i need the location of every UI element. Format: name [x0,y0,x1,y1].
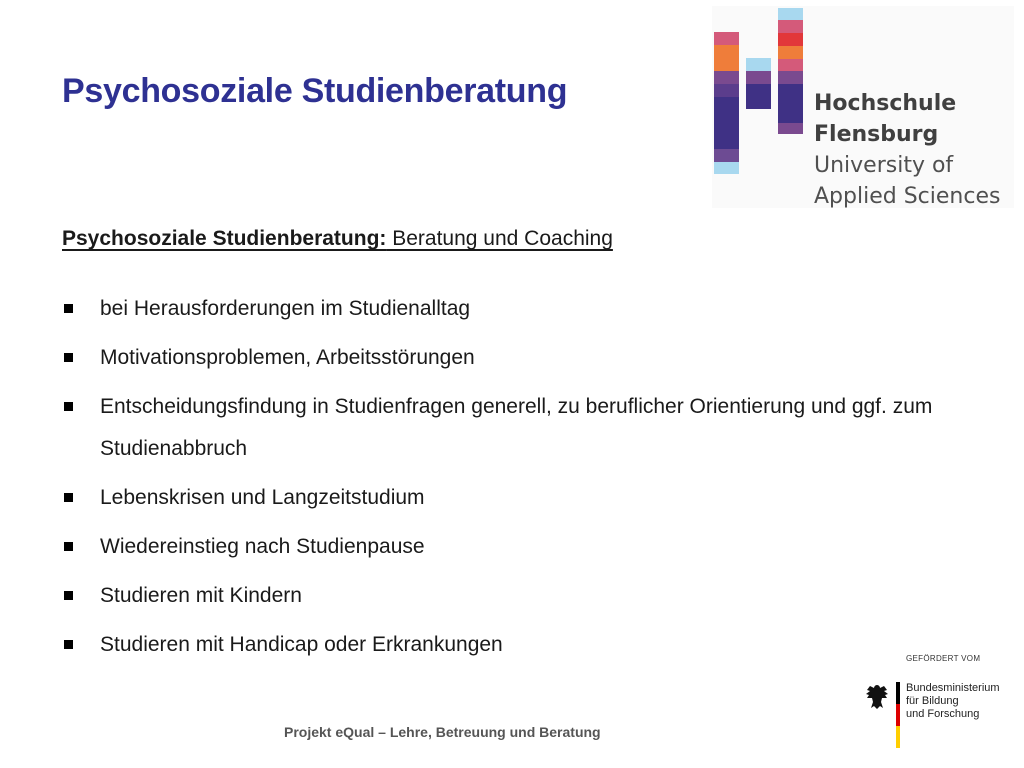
page-title: Psychosoziale Studienberatung [62,72,568,110]
logo-line-4: Applied Sciences [814,184,1001,209]
ministry-line-1: Bundesministerium [906,682,1000,694]
subheading-bold: Psychosoziale Studienberatung: [62,227,387,250]
ministry-line-3: und Forschung [906,708,980,720]
list-item-text: bei Herausforderungen im Studienalltag [100,297,471,320]
logo-wordmark [814,88,1000,212]
bullet-icon [64,542,73,551]
university-logo [712,6,1014,208]
list-item [62,477,962,519]
ministry-name [906,682,1000,721]
list-item [62,575,962,617]
logo-line-1: Hochschule [814,91,957,116]
bullet-icon [64,493,73,502]
federal-eagle-icon [864,682,890,712]
funding-label: GEFÖRDERT VOM [906,654,981,663]
list-item-text: Studieren mit Handicap oder Erkrankungen [100,633,503,656]
topic-list [62,288,962,673]
ministry-line-2: für Bildung [906,695,959,707]
bullet-icon [64,591,73,600]
list-item-text: Lebenskrisen und Langzeitstudium [100,486,425,509]
bullet-icon [64,304,73,313]
bullet-icon [64,353,73,362]
list-item [62,337,962,379]
list-item [62,624,962,666]
logo-line-2: Flensburg [814,122,939,147]
logo-line-3: University of [814,153,954,178]
footer-text: Projekt eQual – Lehre, Betreuung und Beratung [284,724,601,740]
list-item [62,526,962,568]
german-flag-stripe [896,682,900,748]
bullet-icon [64,402,73,411]
list-item-text: Motivationsproblemen, Arbeitsstörungen [100,346,475,369]
subheading-normal: Beratung und Coaching [386,227,613,250]
subheading [62,227,613,251]
list-item-text: Studieren mit Kindern [100,584,302,607]
list-item-text: Entscheidungsfindung in Studienfragen generell, zu beruflicher Orientierung und ggf. zum Studienabbruch [100,395,933,460]
funding-logo [862,652,1012,752]
list-item [62,386,962,470]
list-item-text: Wiedereinstieg nach Studienpause [100,535,425,558]
bullet-icon [64,640,73,649]
list-item [62,288,962,330]
